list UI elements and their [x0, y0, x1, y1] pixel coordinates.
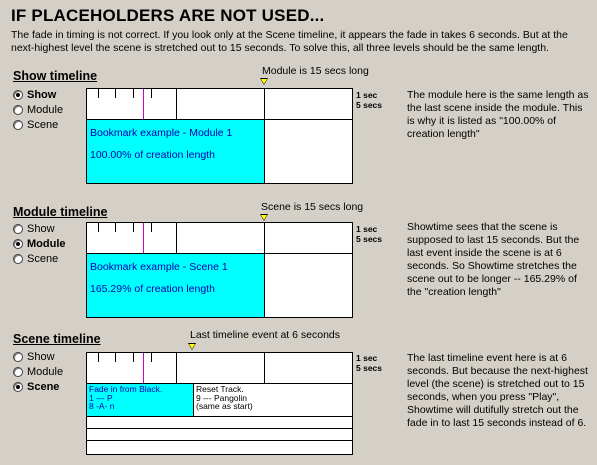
show-timeline-heading: Show timeline: [13, 69, 98, 83]
fade-event[interactable]: Fade in from Black. 1 --- P 8 -A- n: [87, 384, 194, 416]
timeline-track: [86, 120, 353, 184]
scene-clip[interactable]: Bookmark example - Scene 1 165.29% of creation length: [87, 254, 265, 317]
timeline-ruler[interactable]: [86, 88, 353, 120]
playhead-marker: [143, 223, 144, 253]
radio-dot-icon: [13, 352, 23, 362]
triangle-marker-icon: [260, 78, 268, 85]
radio-dot-icon: [13, 120, 23, 130]
marker-label: Last timeline event at 6 seconds: [190, 329, 341, 341]
show-explain: The module here is the same length as the last scene inside the module. This is why it is listed as "100.00% of creation length": [407, 89, 589, 140]
module-timeline-heading: Module timeline: [13, 205, 108, 219]
radio-module[interactable]: Module: [13, 103, 63, 117]
radio-dot-icon: [13, 105, 23, 115]
track-row[interactable]: [87, 428, 352, 440]
scene-track: [86, 384, 353, 455]
radio-dot-icon: [13, 367, 23, 377]
radio-scene[interactable]: Scene: [13, 380, 59, 394]
radio-dot-icon: [13, 239, 23, 249]
radio-show[interactable]: Show: [13, 350, 55, 364]
reset-event[interactable]: Reset Track. 9 --- Pangolin (same as start): [194, 384, 352, 416]
module-explain: Showtime sees that the scene is supposed to last 15 seconds. But the last event inside the scene is at 6 seconds. So Showtime stretches the scene out to be longer -- 165.29% of the "creation length": [407, 221, 580, 298]
time-scale: 1 sec 5 secs: [356, 90, 382, 110]
timeline-track: [86, 254, 353, 318]
triangle-marker-icon: [260, 214, 268, 221]
radio-show[interactable]: Show: [13, 222, 55, 236]
scene-timeline-heading: Scene timeline: [13, 332, 101, 346]
radio-scene[interactable]: Scene: [13, 118, 58, 132]
radio-dot-icon: [13, 90, 23, 100]
radio-module[interactable]: Module: [13, 365, 63, 379]
triangle-marker-icon: [188, 343, 196, 350]
track-row[interactable]: [87, 440, 352, 452]
scene-explain: The last timeline event here is at 6 seconds. But because the next-highest level (the scene) is stretched out to 15 seconds, when you press "Play", Showtime will dutifully stretch out the fade in to last 15 seconds instead of 6.: [407, 352, 588, 429]
track-row[interactable]: [87, 416, 352, 428]
marker-label: Module is 15 secs long: [262, 65, 369, 77]
module-clip[interactable]: Bookmark example - Module 1 100.00% of creation length: [87, 120, 265, 183]
timeline-ruler[interactable]: [86, 352, 353, 384]
marker-label: Scene is 15 secs long: [261, 201, 364, 213]
page-title: IF PLACEHOLDERS ARE NOT USED...: [11, 6, 325, 25]
radio-scene[interactable]: Scene: [13, 252, 58, 266]
intro-text: The fade in timing is not correct. If you look only at the Scene timeline, it appears the fade in takes 6 seconds. But at the next-highest level the scene is stretched out to 15 seconds. To solve this, all three levels should be the same length.: [11, 29, 568, 54]
radio-dot-icon: [13, 224, 23, 234]
radio-dot-icon: [13, 254, 23, 264]
radio-dot-icon: [13, 382, 23, 392]
radio-module[interactable]: Module: [13, 237, 66, 251]
playhead-marker: [143, 353, 144, 383]
time-scale: 1 sec 5 secs: [356, 224, 382, 244]
radio-show[interactable]: Show: [13, 88, 56, 102]
time-scale: 1 sec 5 secs: [356, 353, 382, 373]
playhead-marker: [143, 89, 144, 119]
timeline-ruler[interactable]: [86, 222, 353, 254]
